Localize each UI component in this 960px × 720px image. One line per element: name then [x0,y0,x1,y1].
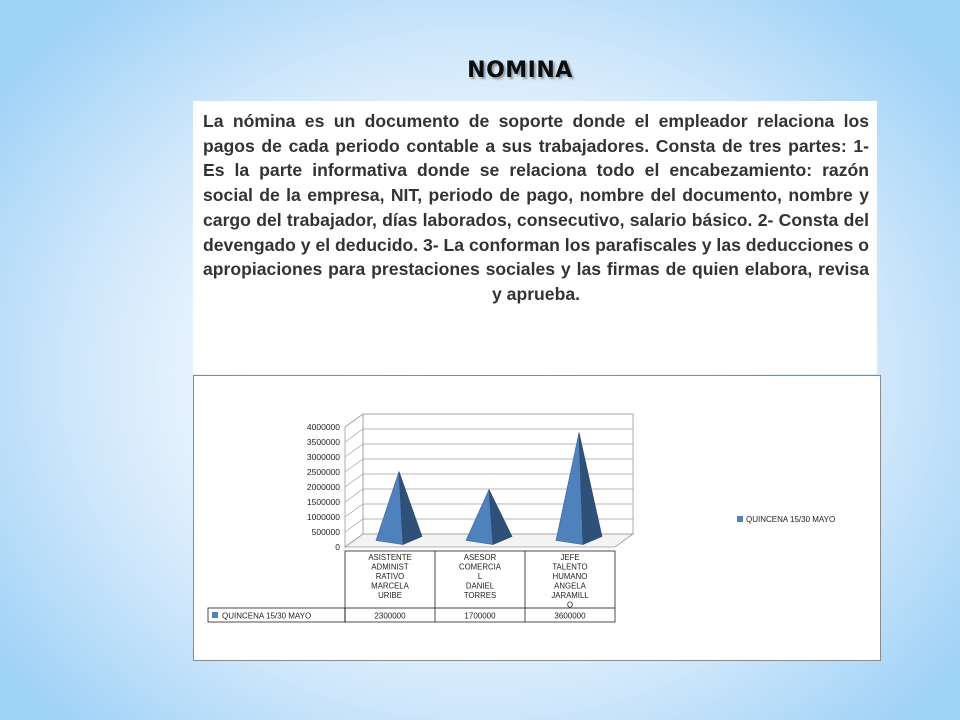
payroll-chart [193,375,881,661]
category-label: TALENTO [552,562,588,572]
category-label: JARAMILL [551,591,589,600]
description-text: La nómina es un documento de soporte donde el empleador relaciona los pagos de cada periodo contable a sus trabajadores. Consta de tres partes: 1- Es la parte informativa donde se relaciona todo el encabezamiento: razón social de la empresa, NIT, periodo de pago, nombre del documento, nombre y cargo del trabajador, días laborados, consecutivo, salario básico. 2- Consta del devengado y el deducido. 3- La conforman los parafiscales y las deducciones o apropiaciones para prestaciones sociales y las firmas de quien elabora, revisa y aprueba. [203,111,869,304]
category-label: DANIEL [465,581,495,591]
data-value-label: 3600000 [554,611,586,621]
y-tick-label: 3500000 [306,437,340,447]
category-label: COMERCIA [458,562,502,572]
y-tick-label: 2000000 [306,482,340,492]
chart-canvas [194,376,880,660]
y-tick-label: 1000000 [306,512,340,522]
y-tick-label: 4000000 [306,422,340,432]
category-label: MARCELA [371,581,409,591]
category-label: URIBE [378,591,402,600]
category-label: HUMANO [552,572,588,581]
y-tick-label: 3000000 [306,452,340,462]
category-label: ADMINIST [371,562,409,572]
category-label: O [566,600,574,610]
y-tick-label: 1500000 [306,497,340,507]
legend-label: QUINCENA 15/30 MAYO [746,515,836,524]
category-label: ANGELA [554,581,586,591]
y-tick-label: 0 [335,542,340,552]
table-legend-key [212,612,218,618]
data-value-label: 2300000 [374,611,406,621]
description-textbox [193,101,877,374]
table-series-name: QUINCENA 15/30 MAYO [222,611,312,621]
legend-key [737,516,743,522]
y-tick-label: 2500000 [306,467,340,477]
category-label: L [477,572,483,581]
slide-title: NOMINA [467,58,573,83]
category-label: ASESOR [463,553,497,562]
category-label: RATIVO [375,572,405,581]
category-label: JEFE [560,553,580,562]
category-label: TORRES [463,591,497,600]
y-tick-label: 500000 [311,527,340,537]
data-value-label: 1700000 [464,611,496,621]
category-label: ASISTENTE [368,553,412,562]
